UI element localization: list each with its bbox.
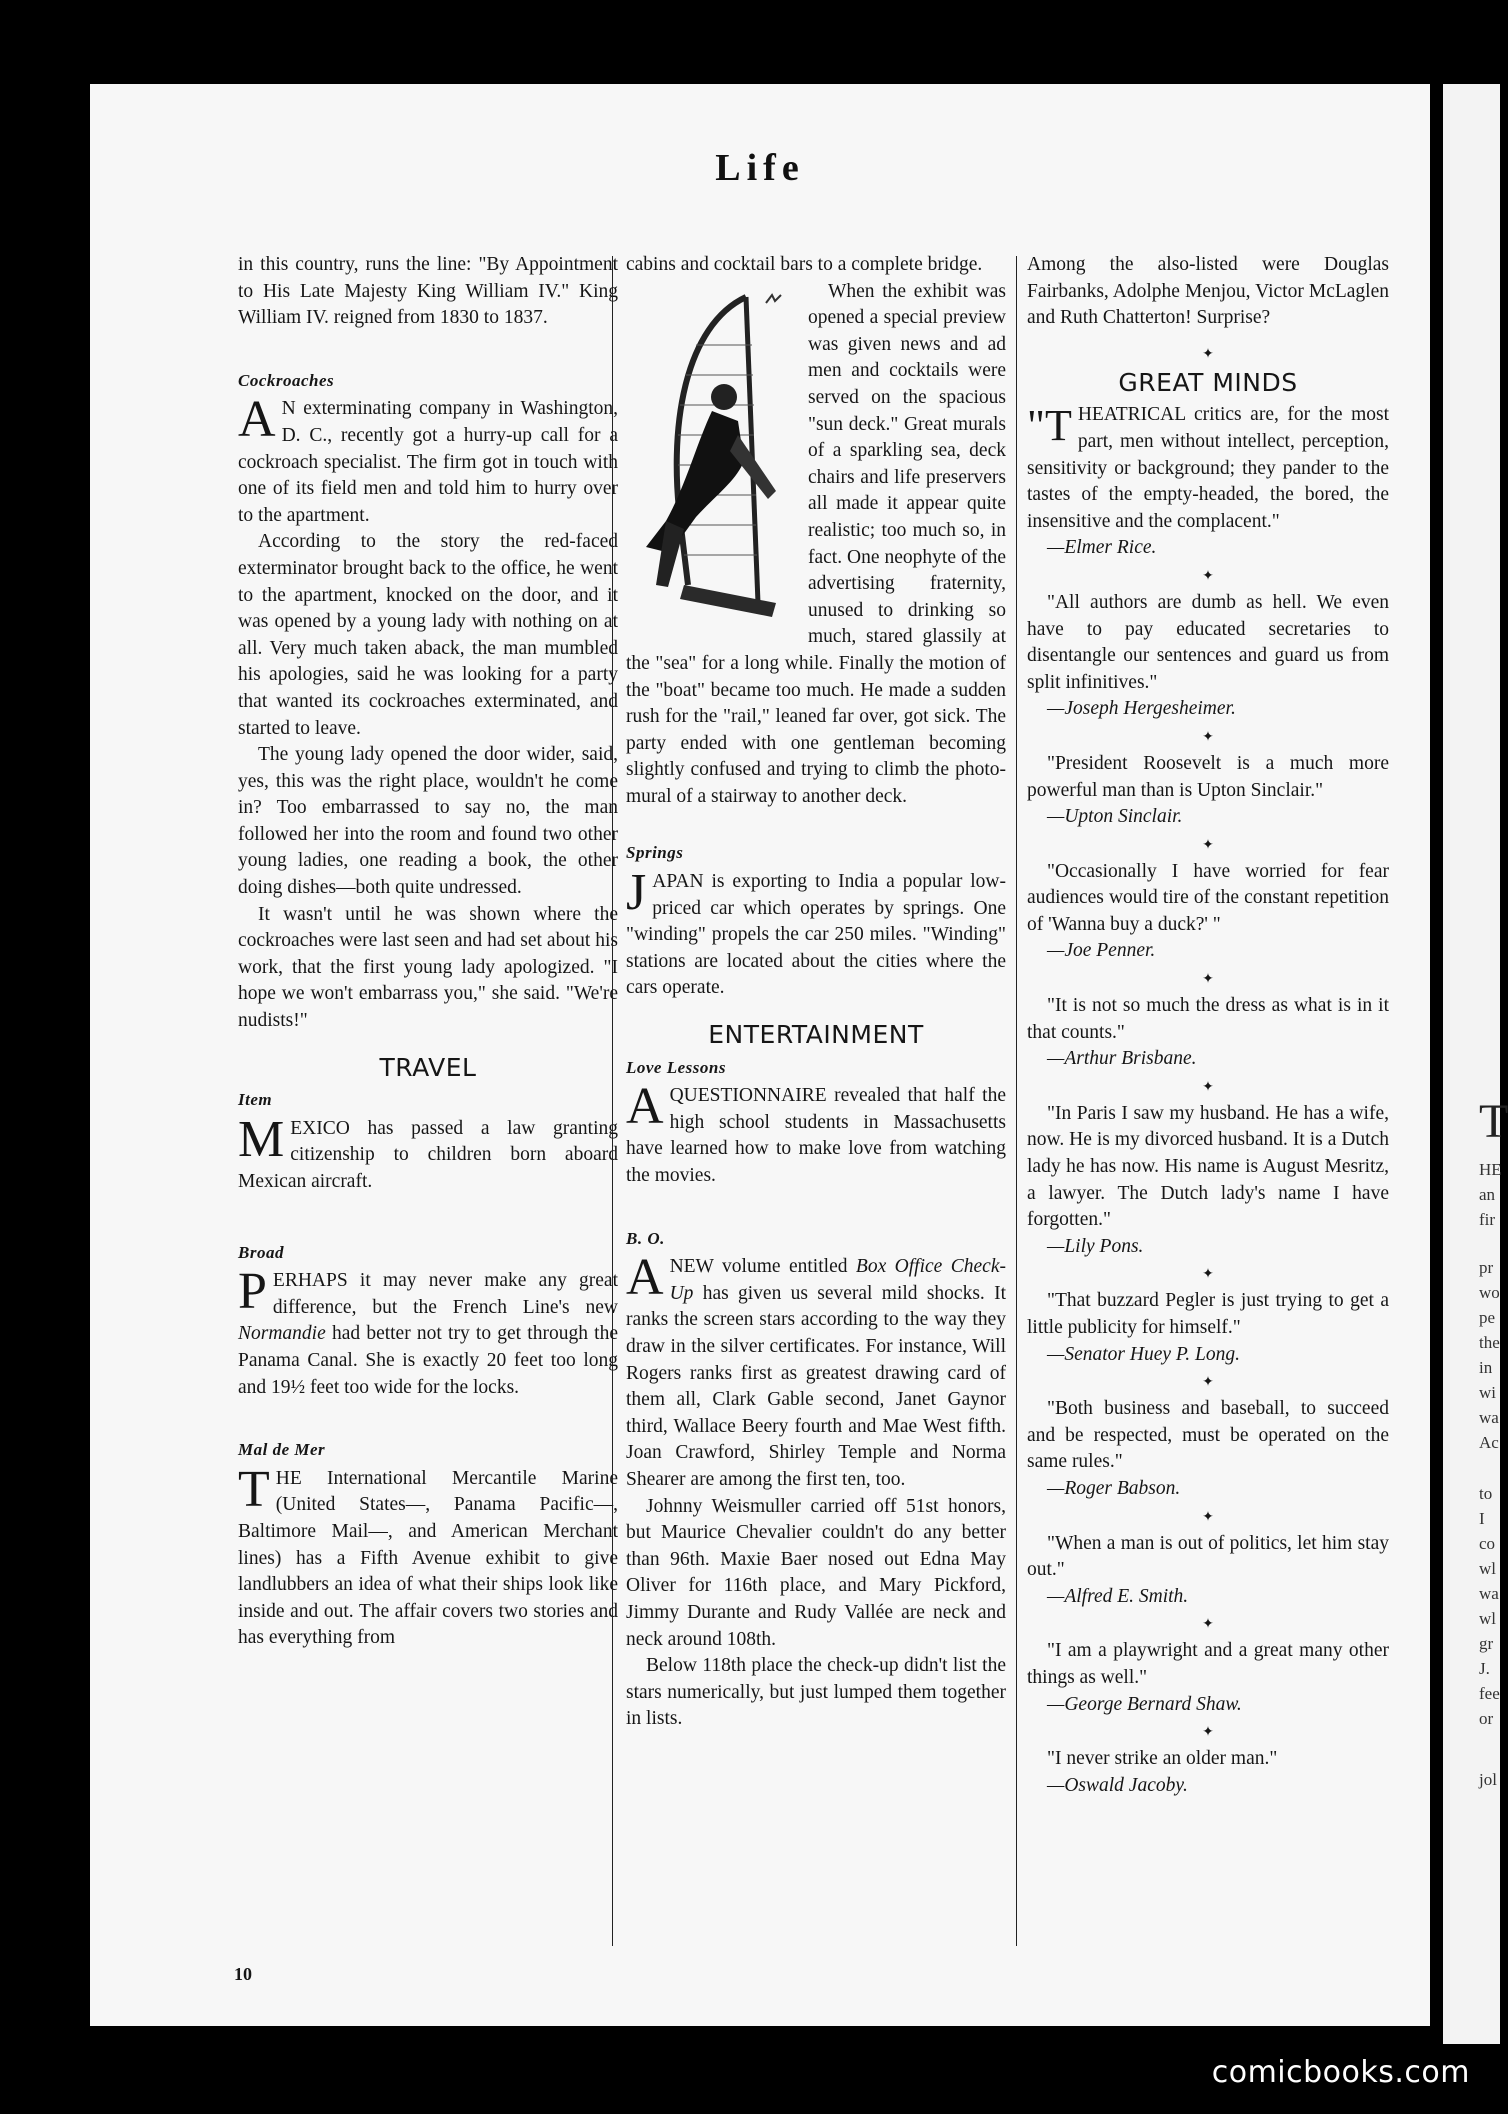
next-page-fragment: jol [1479,1770,1497,1789]
next-page-fragment: wa [1479,1584,1499,1603]
attribution: —Arthur Brisbane. [1047,1048,1197,1070]
quote-text: "That buzzard Pegler is just trying to get a little publicity for himself." [1027,1290,1389,1338]
next-page-fragment: HE [1479,1160,1502,1179]
attribution: —George Bernard Shaw. [1047,1693,1242,1715]
attribution: —Alfred E. Smith. [1047,1585,1189,1607]
star-separator: ✦ [1202,837,1214,853]
magazine-page [90,84,1430,2026]
attribution: —Lily Pons. [1047,1235,1144,1257]
star-separator: ✦ [1202,568,1214,584]
next-page-edge [1443,84,1508,2044]
item-paragraph: MEXICO has passed a law granting citizenship to children born aboard Mexican aircraft. [238,1110,618,1192]
masthead: Life [715,147,805,189]
bo-heading: B. O. [626,1228,665,1248]
next-page-fragment: an [1479,1185,1496,1204]
drop-cap: A [626,1078,664,1136]
quote-text: "I am a playwright and a great many other things as well." [1027,1640,1389,1688]
cockroaches-paragraph-4: It wasn't until he was shown where the cockroaches were last seen and had set about his work, that the first young lady apologized. "I hope we won't embarrass you," she said. "We're nudists!" [238,903,618,1032]
below-paragraph: Below 118th place the check-up didn't list the stars numerically, but just lumped them together in lists. [626,1655,1006,1730]
star-separator: ✦ [1202,1375,1214,1391]
quote-text: "Occasionally I have worried for fear audiences would tire of the constant repetition of 'Wanna buy a duck?' " [1027,860,1389,935]
cockroaches-heading: Cockroaches [238,370,335,390]
column-rule [1016,256,1017,1946]
attribution: —Joe Penner. [1047,940,1156,962]
star-separator: ✦ [1202,1617,1214,1633]
travel-section-title: TRAVEL [379,1052,477,1082]
next-page-fragment: wo [1479,1283,1500,1302]
next-page-fragment: fir [1479,1210,1496,1229]
next-page-fragment: to [1479,1484,1493,1503]
quote-text: "It is not so much the dress as what is in it that counts." [1027,995,1389,1043]
drop-cap: J [626,864,647,922]
mal-de-mer-heading: Mal de Mer [238,1440,326,1460]
drop-cap: T [238,1460,270,1518]
drop-cap: "T [1027,401,1072,451]
attribution: —Joseph Hergesheimer. [1047,698,1236,720]
star-separator: ✦ [1202,1725,1214,1741]
weissmuller-paragraph: Johnny Weismuller carried off 51st honors, but Maurice Chevalier couldn't do any better than 96th. Maxie Baer nosed out Edna May Oliver for 116th place, and Mary Pickford, Jimmy Durante and Rudy Vallée are neck and neck around 108th. [626,1495,1006,1650]
next-page-fragment: J. [1479,1659,1490,1678]
mal-de-mer-paragraph: THE International Mercantile Marine (United States—, Panama Pacific—, Baltimore Mail—, and American Merchant lines) has a Fifth Avenue exhibit to give landlubbers an idea of what their ships look like inside and out. The affair covers two stories and has everything from [238,1460,618,1649]
column-1 [238,252,618,1652]
attribution: —Roger Babson. [1047,1477,1181,1499]
star-separator: ✦ [1202,1267,1214,1283]
cockroaches-paragraph-2: According to the story the red-faced exterminator brought back to the office, he went to the apartment, knocked on the door, and it was opened by a young lady with nothing on at all. Very much taken aback, the man mumbled his apologies, said he was looking for a party that wanted its cockroaches exterminated, and started to leave. [238,531,618,739]
next-page-fragment: wa [1479,1408,1499,1427]
continuation-paragraph: cabins and cocktail bars to a complete bridge. [626,254,983,275]
broad-paragraph: PERHAPS it may never make any great difference, but the French Line's new Normandie had better not try to get through the Panama Canal. She is exactly 20 feet too long and 19½ feet too wide for the locks. [238,1263,618,1398]
star-separator: ✦ [1202,972,1214,988]
next-page-drop-cap: T [1479,1095,1508,1148]
love-lessons-paragraph: AQUESTIONNAIRE revealed that half the high school students in Massachusetts have learned how to make love from watching the movies. [626,1078,1006,1186]
entertainment-section-title: ENTERTAINMENT [708,1020,924,1050]
love-lessons-heading: Love Lessons [626,1057,726,1077]
next-page-fragment: wl [1479,1559,1496,1578]
attribution: —Oswald Jacoby. [1047,1774,1188,1796]
quote-text: "When a man is out of politics, let him stay out." [1027,1532,1389,1581]
next-page-fragment: or [1479,1709,1494,1728]
star-separator: ✦ [1202,1079,1214,1095]
exhibit-paragraph: When the exhibit was opened a special preview was given news and ad men and cocktails were served on the spacious "sun deck." Great murals of a sparkling sea, deck chairs and life preservers all made it appear quite realistic; too much so, in fact. One neophyte of the advertising fraternity, unused to drinking so much, stared glassily at the "sea" for a long while. Finally the motion of the "boat" became too much. He made a sudden rush for the "rail," leaned far over, got sick. The party ended with one gentleman becoming slightly confused and trying to climb the photo-mural of a stairway to another deck. [626,280,1006,807]
drop-cap: A [238,391,276,449]
next-page-fragment: co [1479,1534,1496,1553]
quote-text: "Both business and baseball, to succeed and be respected, must be operated on the same rules." [1027,1398,1389,1473]
next-page-fragment: pr [1479,1258,1494,1277]
broad-heading: Broad [238,1242,284,1262]
springs-heading: Springs [626,843,684,863]
continuation-paragraph: Among the also-listed were Douglas Fairbanks, Adolphe Menjou, Victor McLaglen and Ruth Chatterton! Surprise? [1027,254,1389,329]
cockroaches-paragraph-1: A N exterminating company in Washington, D. C., recently got a hurry-up call for a cockroach specialist. The firm got in touch with one of its field men and told him to hurry over to the apartment. [238,391,618,526]
attribution: —Senator Huey P. Long. [1047,1343,1241,1365]
attribution: —Upton Sinclair. [1047,806,1183,828]
item-heading: Item [238,1090,273,1110]
quote-text: "All authors are dumb as hell. We even have to pay educated secretaries to disentangle our sentences and guard us from split infinitives." [1027,591,1389,693]
next-page-fragment: Ac [1479,1433,1499,1452]
attribution: —Elmer Rice. [1047,537,1157,559]
quotes-list [1027,568,1389,1799]
intro-paragraph: in this country, runs the line: "By Appointment to His Late Majesty King William IV." King William IV. reigned from 1830 to 1837. [238,254,618,329]
bo-paragraph: ANEW volume entitled Box Office Check-Up has given us several mild shocks. It ranks the screen stars according to the way they draw in the silver certificates. For instance, Will Rogers ranks first as greatest drawing card of them all, Clark Gable second, Janet Gaynor third, Wallace Beery fourth and Mae West fifth. Joan Crawford, Shirley Temple and Norma Shearer are among the first ten, too. [626,1249,1006,1490]
harp-illustration [626,285,798,629]
quote-elmer-rice: "THEATRICAL critics are, for the most part, men without intellect, perception, sensitivity or background; they pander to the tastes of the empty-headed, the bored, the insensitive and the complacent." [1027,401,1389,532]
great-minds-section-title: GREAT MINDS [1118,367,1298,397]
next-page-fragment: wi [1479,1383,1496,1402]
next-page-fragment: I [1479,1509,1485,1528]
watermark: comicbooks.com [1211,2055,1470,2090]
next-page-fragment: the [1479,1333,1500,1352]
next-page-fragment: pe [1479,1308,1496,1327]
page-number: 10 [234,1964,252,1984]
drop-cap: A [626,1249,664,1307]
column-2 [626,252,1006,1733]
quote-text: "In Paris I saw my husband. He has a wife, now. He is my divorced husband. It is a Dutch lady he has now. His name is August Mesritz, a lawyer. The Dutch lady's name I have forgotten." [1027,1102,1389,1231]
next-page-fragment: fee [1479,1684,1500,1703]
quote-text: "President Roosevelt is a much more powerful man than is Upton Sinclair." [1027,752,1389,801]
next-page-fragment: gr [1479,1634,1494,1653]
next-page-fragment: wl [1479,1609,1496,1628]
star-separator: ✦ [1202,729,1214,745]
next-page-fragment: in [1479,1358,1493,1377]
drop-cap: M [238,1110,285,1168]
cockroaches-paragraph-3: The young lady opened the door wider, said, yes, this was the right place, wouldn't he come in? Too embarrassed to say no, the man followed her into the room and found two other young ladies, one reading a book, the other doing dishes—both quite undressed. [238,744,618,899]
drop-cap: P [238,1263,267,1321]
star-separator: ✦ [1202,1509,1214,1525]
quote-text: "I never strike an older man." [1047,1748,1278,1770]
column-3 [1027,252,1389,1799]
springs-paragraph: JAPAN is exporting to India a popular low-priced car which operates by springs. One "winding" propels the car 250 miles. "Winding" stations are located about the cities where the cars operate. [626,864,1006,999]
star-separator: ✦ [1202,346,1214,362]
